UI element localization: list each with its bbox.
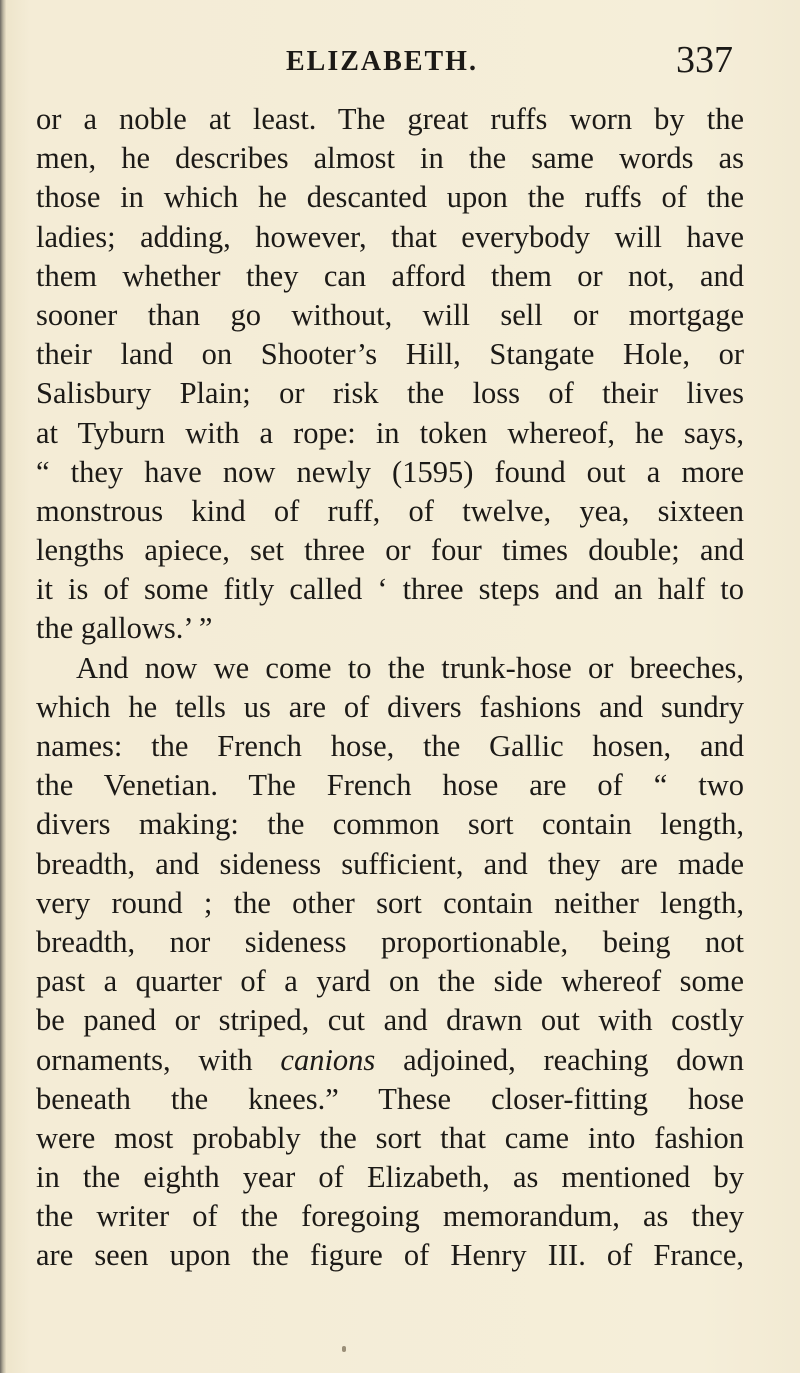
text-line: past a quarter of a yard on the side whereof some — [36, 964, 744, 999]
text-line: very round ; the other sort contain neither length, — [36, 885, 744, 920]
text-line: the writer of the foregoing memorandum, as they — [36, 1199, 744, 1234]
text-line: are seen upon the figure of Henry III. of France, — [36, 1238, 744, 1273]
text-line: the Venetian. The French hose are of “ two — [36, 768, 744, 803]
text-line: were most probably the sort that came into fashion — [36, 1120, 744, 1155]
text-line: monstrous kind of ruff, of twelve, yea, sixteen — [36, 493, 744, 528]
text-line: And now we come to the trunk-hose or breeches, — [76, 650, 744, 685]
text-line: be paned or striped, cut and drawn out with costly — [36, 1003, 744, 1038]
running-head: ELIZABETH. — [286, 46, 478, 77]
page-header — [0, 38, 800, 88]
text-line: which he tells us are of divers fashions and sundry — [36, 689, 744, 724]
page-binding-edge — [0, 0, 6, 1373]
text-line: in the eighth year of Elizabeth, as mentioned by — [36, 1160, 744, 1195]
text-line: them whether they can afford them or not, and — [36, 258, 744, 293]
page-number: 337 — [676, 39, 733, 81]
text-line: it is of some fitly called ‘ three steps and an half to — [36, 572, 744, 607]
text-line: divers making: the common sort contain length, — [36, 807, 744, 842]
text-line: breadth, nor sideness proportionable, being not — [36, 924, 744, 959]
text-line: names: the French hose, the Gallic hosen, and — [36, 729, 744, 763]
text-line: or a noble at least. The great ruffs worn by the — [36, 102, 744, 136]
text-line: men, he describes almost in the same words as — [36, 141, 744, 176]
text-line: lengths apiece, set three or four times double; and — [36, 533, 744, 568]
text-line: those in which he descanted upon the ruffs of the — [36, 180, 744, 215]
text-line: breadth, and sideness sufficient, and they are made — [36, 846, 744, 881]
text-line: beneath the knees.” These closer-fitting hose — [36, 1081, 744, 1116]
italic-word: canions — [280, 1042, 376, 1077]
text-line: the gallows.’ ” — [36, 611, 213, 646]
body-text — [36, 100, 744, 1276]
ink-speck — [342, 1346, 346, 1352]
text-line: at Tyburn with a rope: in token whereof, he says, — [36, 415, 744, 450]
text-line: ornaments, with canions adjoined, reaching down — [36, 1042, 744, 1077]
text-line: sooner than go without, will sell or mortgage — [36, 297, 744, 332]
text-line: ladies; adding, however, that everybody will have — [36, 219, 744, 254]
text-line: Salisbury Plain; or risk the loss of their lives — [36, 376, 744, 411]
text-line: their land on Shooter’s Hill, Stangate Hole, or — [36, 337, 744, 372]
text-line: “ they have now newly (1595) found out a more — [36, 454, 744, 489]
